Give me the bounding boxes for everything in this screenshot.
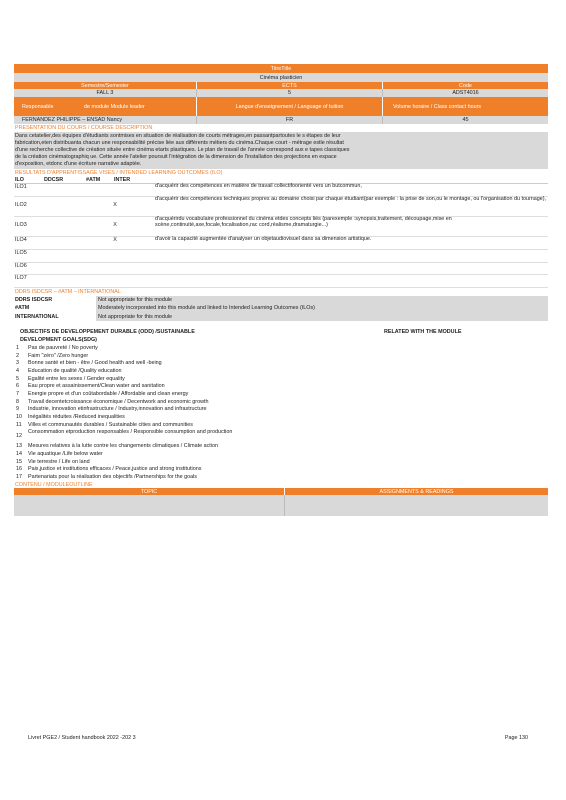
table-row <box>14 275 548 288</box>
sdg-text: Mesures relatives à la lutte contre les changements climatiques / Climate action <box>28 443 218 450</box>
language-value: FR <box>196 116 382 124</box>
list-item <box>14 406 548 414</box>
ilo-code: ILO4 <box>15 237 27 243</box>
table-row <box>14 296 548 305</box>
table-row <box>14 313 548 322</box>
sdg-text: Egalité entre les sexes / Gender equality <box>28 375 125 382</box>
language-label: Langue d'enseignement / Language of tuition <box>196 97 382 116</box>
sdg-text: Vie aquatique /Life below water <box>28 451 103 458</box>
page-footer <box>28 735 528 741</box>
sdg-text: Faim "zéro" /Zero hunger <box>28 352 89 359</box>
table-row <box>14 304 548 313</box>
content-heading: CONTENU / MODULEOUTLINE <box>15 481 93 488</box>
ilo-mark: X <box>113 202 117 208</box>
ilo-text <box>145 263 548 275</box>
list-item <box>14 413 548 421</box>
ddrs-text: Moderately incorporated into this module and linked to Intended Learning Outcomes (ILOs) <box>96 304 548 313</box>
ilo-code: ILO2 <box>15 202 27 208</box>
semester-label: Semestre/Semester <box>81 82 129 89</box>
list-item <box>14 382 548 390</box>
ilo-code: ILO7 <box>15 275 27 281</box>
ilo-mark: X <box>113 237 117 243</box>
footer-handbook-label: Livret PGE2 / Student handbook 2022 -202 3 <box>28 735 136 741</box>
ilo-text: d'acquérir des compétences techniques propres au domaine choisi par chaque étudiant(par exemple : la prise de son,ou le montage, ou l'organisation du tournage), <box>155 196 547 202</box>
course-description-heading-row <box>14 124 548 132</box>
page-number: Page 130 <box>504 735 528 741</box>
description-line: fabrication,eten distribuanta chacun une responsabilité précise liée aux différents métiers du cinéma.Chaque court - métrage estle résultat <box>15 140 344 146</box>
sdg-number: 6 <box>16 383 19 390</box>
topic-cell <box>14 495 284 516</box>
description-line: d'une recherche collective de création située entre cinéma etarts plastiques. Le plan de travail de l'année correspond aux e tapes classiques <box>15 147 350 153</box>
sdg-number: 3 <box>16 360 19 367</box>
topic-header: TOPIC <box>140 488 158 495</box>
table-row <box>14 217 548 237</box>
code-label: Code <box>382 82 548 89</box>
list-item <box>14 429 548 443</box>
sdg-number: 10 <box>16 414 22 421</box>
sdg-text: Vie terrestre / Life on land <box>28 458 90 465</box>
semester-value-row <box>14 89 548 97</box>
volume-label: Volume horaire / Class contact hours <box>382 97 548 116</box>
sdg-text: Industrie, innovation etinfrastructure / Industry,innovation and infrastructure <box>28 406 207 413</box>
sdg-text: Education de qualité /Quality education <box>28 367 122 374</box>
sdg-text: Paix,justice et institutions efficaces / Peace,justice and strong institutions <box>28 466 202 473</box>
sdg-number: 15 <box>16 458 22 465</box>
inter-col-header: INTER <box>114 176 131 183</box>
ddrs-label: #ATM <box>15 305 30 312</box>
ddrs-text: Not appropriate for this module <box>96 313 548 322</box>
ects-value: 5 <box>196 89 382 97</box>
ilo-col-header: ILO <box>15 176 24 183</box>
ilo-mark <box>85 275 145 287</box>
sdg-number: 4 <box>16 367 19 374</box>
sdg-text: Energie propre et d'un coûtabordable / Affordable and clean energy <box>28 390 189 397</box>
list-item <box>14 344 548 352</box>
ilo-heading: RESULTATS D'APPRENTISSAGE VISES / INTENDED LEARNING OUTCOMES (ILO) <box>15 169 223 176</box>
sdg-heading-row <box>14 328 548 336</box>
sdg-text: Pas de pauvreté / No poverty <box>28 344 98 351</box>
sdg-number: 13 <box>16 443 22 450</box>
sdg-number: 5 <box>16 375 19 382</box>
sdg-number: 17 <box>16 474 22 481</box>
volume-value: 45 <box>382 116 548 124</box>
sdg-number: 7 <box>16 390 19 397</box>
ilo-code: ILO5 <box>15 250 27 256</box>
module-leader-label: de module Module leader <box>84 103 145 110</box>
table-row <box>14 197 548 217</box>
ilo-text <box>145 275 548 287</box>
ddrs-heading: DDRS ISDCSR – #ATM – INTERNATIONAL <box>15 288 121 295</box>
description-line: Dans cetatelier,des équipes d'étudiants sontmises en situation de réalisation de courts métrages,en passantpartoutes le s étapes de leur <box>15 133 341 139</box>
sdg-text: Travail decentetcroissance économique / Decentwork and economic growth <box>28 398 209 405</box>
sdg-text: Consommation etproduction responsables / Responsible consumption and production <box>28 428 233 435</box>
module-title: Cinéma plasticien <box>259 74 303 81</box>
list-item <box>14 458 548 466</box>
ilo-code: ILO1 <box>15 184 27 190</box>
ilo-text: d'acquérir des compétences en matière de travail collectifoorienté vers un butcommun, <box>155 183 362 189</box>
list-item <box>14 359 548 367</box>
atm-col-header: #ATM <box>86 176 101 183</box>
title-header-bar <box>14 64 548 73</box>
content-header-row <box>14 488 548 495</box>
sdg-number: 12 <box>16 432 22 439</box>
staff-value-row <box>14 116 548 124</box>
sdg-list <box>14 344 548 481</box>
sdg-section <box>14 328 548 481</box>
sdg-heading: OBJECTIFS DE DEVELOPPEMENT DURABLE (ODD) /SUSTAINABLE <box>20 329 195 335</box>
course-description-heading: PRESENTATION DU COURS / COURSE DESCRIPTION <box>15 125 153 131</box>
list-item <box>14 450 548 458</box>
sdg-related-label: RELATED WITH THE MODULE <box>384 329 462 335</box>
ilo-text: d'avoir la capacité augmentée d'analyser un objetaudiovisuel dans sa dimension artistique. <box>155 236 372 242</box>
ddrs-heading-row <box>14 288 548 296</box>
list-item <box>14 466 548 474</box>
list-item <box>14 375 548 383</box>
ilo-code: ILO3 <box>15 222 27 228</box>
title-row <box>14 73 548 82</box>
table-row <box>14 250 548 263</box>
ddrs-text: Not appropriate for this module <box>96 296 548 305</box>
ilo-text <box>145 250 548 262</box>
sdg-number: 2 <box>16 352 19 359</box>
ilo-code: ILO6 <box>15 262 27 269</box>
sdg-number: 11 <box>16 421 22 428</box>
content-heading-row <box>14 481 548 488</box>
responsible-label: Responsable <box>22 103 54 110</box>
ddrs-label: INTERNATIONAL <box>15 313 59 320</box>
list-item <box>14 473 548 481</box>
list-item <box>14 421 548 429</box>
content-body-row <box>14 495 548 516</box>
sdg-number: 1 <box>16 344 19 351</box>
sdg-number: 16 <box>16 466 22 473</box>
ilo-mark <box>85 184 145 196</box>
code-value: ADST4016 <box>382 89 548 97</box>
sdg-text: Partenariats pour la réalisation des objectifs /Partnerships for the goals <box>28 474 197 481</box>
staff-header-row <box>14 97 548 116</box>
list-item <box>14 352 548 360</box>
sdg-number: 14 <box>16 451 22 458</box>
sdg-number: 8 <box>16 398 19 405</box>
ddcsr-col-header: DDCSR <box>44 176 64 183</box>
semester-header-row <box>14 82 548 89</box>
semester-value: FALL 3 <box>96 90 114 96</box>
ilo-heading-row <box>14 169 548 176</box>
course-description-body <box>14 132 548 169</box>
ilo-mark <box>85 263 145 275</box>
ilo-table <box>14 184 548 288</box>
description-line: de la création cinématographiq ue. Cette année l'atelier poursuit l'intégration de la dimension de l'installation des projections en espace <box>15 154 337 160</box>
ddrs-label: DDRS ISDCSR <box>15 296 53 303</box>
module-sheet <box>14 64 548 516</box>
sdg-heading-row-2 <box>14 336 548 344</box>
table-row <box>14 237 548 250</box>
ects-label: ECTS <box>196 82 382 89</box>
assignments-header: ASSIGNMENTS & READINGS <box>284 488 548 495</box>
assignments-cell <box>284 495 548 516</box>
list-item <box>14 367 548 375</box>
ddrs-table <box>14 296 548 322</box>
ilo-text: d'acquérirdu vocabulaire professionnel du cinéma etdes concepts liés (parexemple :synopsis,traitement, découpage,mise en scène,continuité,axe,focale,focalisation,rac cord,réalisme,dramaturgie...) <box>155 216 452 228</box>
responsible-value: FERNANDEZ PHILIPPE – ENSAD Nancy <box>22 117 123 123</box>
sdg-text: Inégalités réduites /Reduced inequalities <box>28 414 125 421</box>
sdg-text: Eau propre et assainissement/Clean water and sanitation <box>28 383 165 390</box>
list-item <box>14 443 548 451</box>
sdg-number: 9 <box>16 406 19 413</box>
ilo-mark <box>85 250 145 262</box>
list-item <box>14 390 548 398</box>
sdg-text: Villes et communautés durables / Sustainable cities and communities <box>28 421 193 428</box>
title-header-label: TitreTitle <box>270 65 292 72</box>
ilo-mark: X <box>113 222 117 228</box>
list-item <box>14 398 548 406</box>
sdg-text: Bonne santé et bien - être / Good health and well -being <box>28 360 162 367</box>
table-row <box>14 263 548 276</box>
description-line: d'exposition, etdonc d'une écriture narrative adaptée. <box>15 161 142 167</box>
sdg-heading-line-2: DEVELOPMENT GOALS(SDG) <box>20 337 97 343</box>
